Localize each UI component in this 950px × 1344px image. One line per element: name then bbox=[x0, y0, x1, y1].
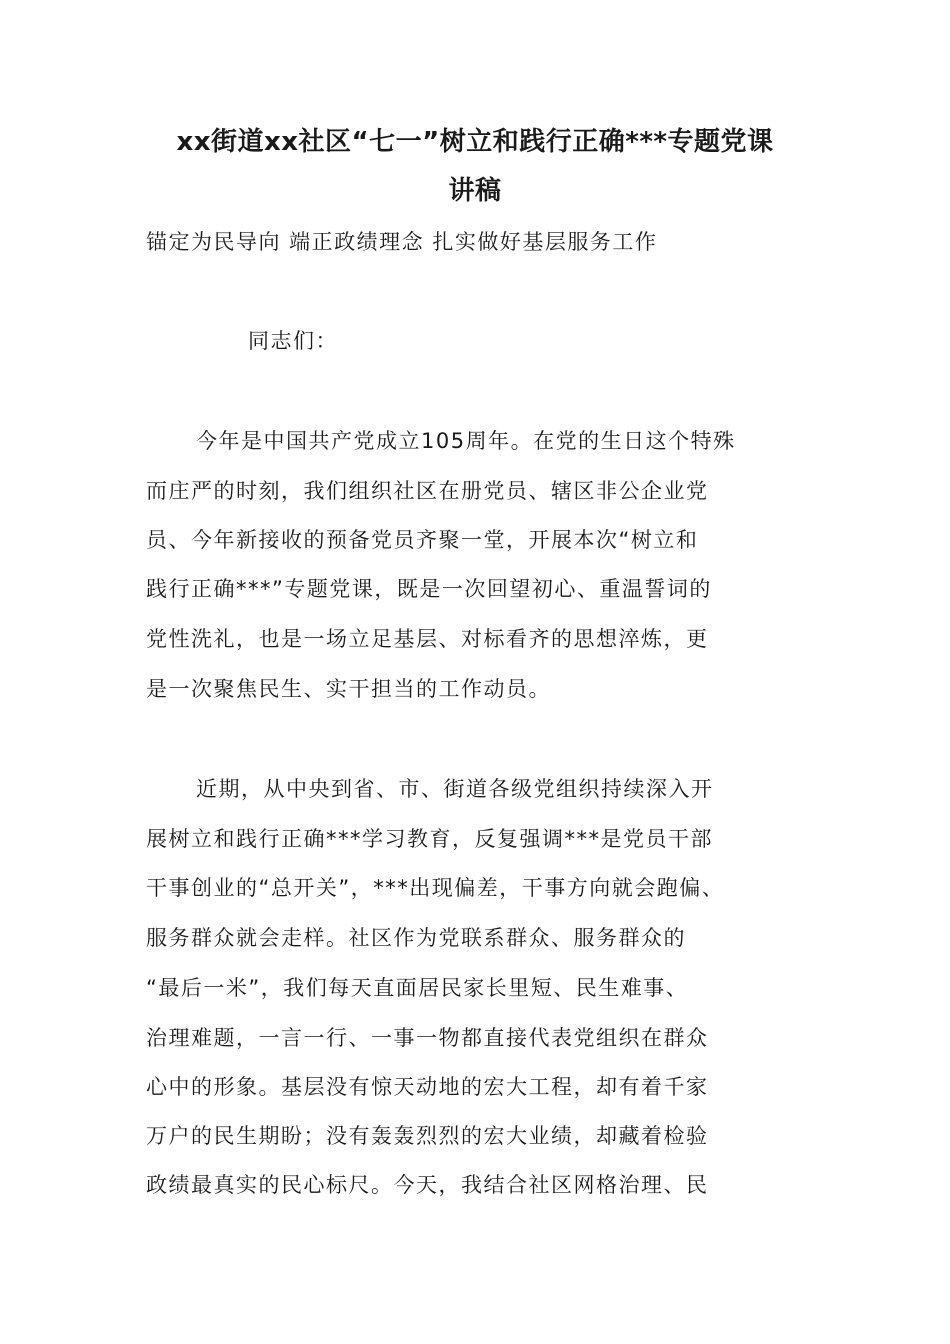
para2-line: 干事创业的“总开关”，***出现偏差，干事方向就会跑偏、 bbox=[146, 876, 725, 900]
para2-line: 展树立和践行正确***学习教育，反复强调***是党员干部 bbox=[146, 827, 713, 851]
para1-line: 党性洗礼，也是一场立足基层、对标看齐的思想淬炼，更 bbox=[146, 627, 709, 651]
document-title-line-1: xx街道xx社区“七一”树立和践行正确***专题党课 bbox=[176, 127, 774, 157]
para2-line: 政绩最真实的民心标尺。今天，我结合社区网格治理、民 bbox=[146, 1173, 709, 1197]
para1-line: 是一次聚焦民生、实干担当的工作动员。 bbox=[146, 677, 551, 701]
document-subtitle: 锚定为民导向 端正政绩理念 扎实做好基层服务工作 bbox=[146, 230, 658, 254]
para2-line: 服务群众就会走样。社区作为党联系群众、服务群众的 bbox=[146, 926, 686, 950]
para2-line: 万户的民生期盼；没有轰轰烈烈的宏大业绩，却藏着检验 bbox=[146, 1124, 709, 1148]
para2-line: 近期，从中央到省、市、街道各级党组织持续深入开 bbox=[196, 777, 714, 801]
para1-line: 今年是中国共产党成立105周年。在党的生日这个特殊 bbox=[196, 429, 736, 453]
para1-line: 践行正确***”专题党课，既是一次回望初心、重温誓词的 bbox=[146, 577, 712, 601]
para2-line: “最后一米”，我们每天直面居民家长里短、民生难事、 bbox=[146, 976, 689, 1000]
para2-line: 心中的形象。基层没有惊天动地的宏大工程，却有着千家 bbox=[146, 1075, 709, 1099]
para1-line: 而庄严的时刻，我们组织社区在册党员、辖区非公企业党 bbox=[146, 479, 709, 503]
para1-line: 员、今年新接收的预备党员齐聚一堂，开展本次“树立和 bbox=[146, 528, 699, 552]
salutation: 同志们： bbox=[248, 329, 338, 353]
document-title-line-2: 讲稿 bbox=[448, 176, 502, 206]
para2-line: 治理难题，一言一行、一事一物都直接代表党组织在群众 bbox=[146, 1026, 709, 1050]
